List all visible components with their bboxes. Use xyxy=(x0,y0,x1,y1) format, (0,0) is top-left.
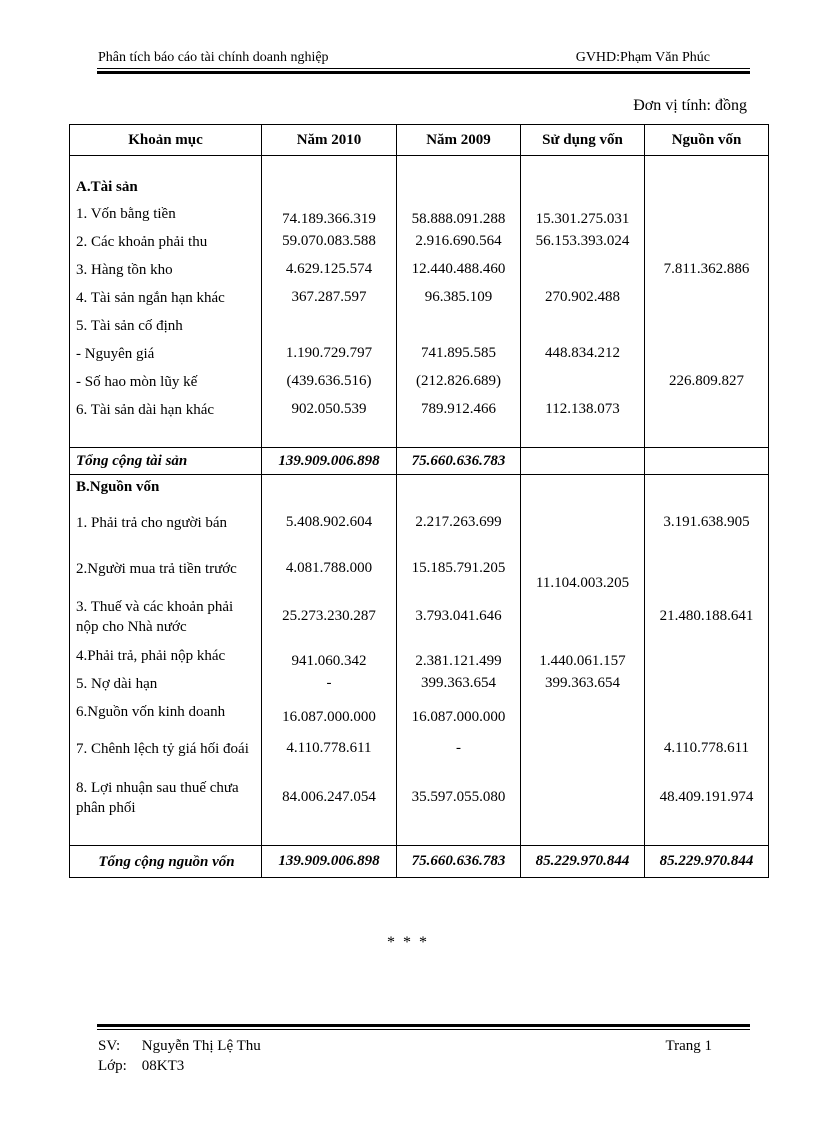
page-number: Trang 1 xyxy=(665,1038,712,1054)
cell-2009: 96.385.109 xyxy=(397,284,521,312)
total-sources-source: 85.229.970.844 xyxy=(645,846,769,878)
header-title: Phân tích báo cáo tài chính doanh nghiệp xyxy=(98,50,329,65)
row-label: 5. Nợ dài hạn xyxy=(70,670,262,698)
table-row xyxy=(70,642,769,670)
cell-source xyxy=(645,312,769,340)
cell-source xyxy=(645,200,769,228)
table-header-row xyxy=(70,125,769,156)
row-label: 5. Tài sản cố định xyxy=(70,312,262,340)
cell-source: 226.809.827 xyxy=(645,368,769,396)
section-row xyxy=(70,174,769,200)
header-rule-thick xyxy=(97,71,750,74)
table-row xyxy=(70,698,769,726)
cell-2009: 789.912.466 xyxy=(397,396,521,424)
cell-source xyxy=(645,284,769,312)
cell-use xyxy=(521,312,645,340)
table-row xyxy=(70,340,769,368)
row-label: 7. Chênh lệch tỷ giá hối đoái xyxy=(70,726,262,772)
cell-use xyxy=(521,698,645,726)
cell-source: 21.480.188.641 xyxy=(645,592,769,642)
cell-2010: 25.273.230.287 xyxy=(262,592,397,642)
table-row xyxy=(70,200,769,228)
row-label: 1. Vốn bằng tiền xyxy=(70,200,262,228)
cell-source: 3.191.638.905 xyxy=(645,500,769,546)
cell-2009: 2.916.690.564 xyxy=(397,228,521,256)
section-assets-label: A.Tài sản xyxy=(70,174,262,200)
table-row xyxy=(70,368,769,396)
row-label: 3. Hàng tồn kho xyxy=(70,256,262,284)
student-label: SV: xyxy=(98,1038,121,1054)
cell-use xyxy=(521,726,645,772)
cell-use xyxy=(521,592,645,642)
cell-2010 xyxy=(262,312,397,340)
cell-use xyxy=(521,368,645,396)
table-row xyxy=(70,396,769,424)
cell-source xyxy=(645,340,769,368)
table-row xyxy=(70,670,769,698)
total-assets-2010: 139.909.006.898 xyxy=(262,448,397,475)
row-label: - Nguyên giá xyxy=(70,340,262,368)
unit-label: Đơn vị tính: đồng xyxy=(633,97,747,114)
total-sources-label: Tổng cộng nguồn vốn xyxy=(70,846,262,878)
page-footer xyxy=(98,1036,718,1076)
footer-rule-thin xyxy=(97,1029,750,1030)
table-row xyxy=(70,228,769,256)
row-label: 2. Các khoản phải thu xyxy=(70,228,262,256)
cell-2009: - xyxy=(397,726,521,772)
cell-2009: 741.895.585 xyxy=(397,340,521,368)
table-row xyxy=(70,500,769,546)
cell-2009: 16.087.000.000 xyxy=(397,698,521,726)
total-assets-row xyxy=(70,448,769,475)
col-header-item: Khoản mục xyxy=(70,125,262,156)
total-assets-label: Tổng cộng tài sản xyxy=(70,448,262,475)
section-row xyxy=(70,475,769,500)
page-header xyxy=(98,50,750,70)
class-label: Lớp: xyxy=(98,1058,127,1074)
cell-2010: 941.060.342 xyxy=(262,642,397,670)
cell-2009: (212.826.689) xyxy=(397,368,521,396)
student-name: Nguyễn Thị Lệ Thu xyxy=(141,1038,261,1054)
cell-use: 112.138.073 xyxy=(521,396,645,424)
cell-use: 448.834.212 xyxy=(521,340,645,368)
row-label: 4. Tài sản ngắn hạn khác xyxy=(70,284,262,312)
class-name: 08KT3 xyxy=(141,1058,185,1074)
cell-use: 399.363.654 xyxy=(521,670,645,698)
row-label: 6. Tài sản dài hạn khác xyxy=(70,396,262,424)
cell-use xyxy=(521,500,645,546)
cell-use: 15.301.275.031 xyxy=(521,200,645,228)
cell-source: 4.110.778.611 xyxy=(645,726,769,772)
footer-rule-thick xyxy=(97,1024,750,1027)
cell-2010: - xyxy=(262,670,397,698)
table-row xyxy=(70,312,769,340)
cell-source xyxy=(645,670,769,698)
col-header-2010: Năm 2010 xyxy=(262,125,397,156)
cell-2010: 367.287.597 xyxy=(262,284,397,312)
row-label: 1. Phải trả cho người bán xyxy=(70,500,262,546)
cell-2009 xyxy=(397,312,521,340)
row-label: 4.Phải trả, phải nộp khác xyxy=(70,642,262,670)
cell-2009: 58.888.091.288 xyxy=(397,200,521,228)
cell-use: 1.440.061.157 xyxy=(521,642,645,670)
cell-source: 48.409.191.974 xyxy=(645,772,769,824)
col-header-source: Nguồn vốn xyxy=(645,125,769,156)
footer-student-row xyxy=(98,1036,718,1056)
cell-source xyxy=(645,546,769,592)
total-sources-row xyxy=(70,846,769,878)
table-row xyxy=(70,592,769,642)
funds-table xyxy=(69,124,769,878)
cell-2009: 3.793.041.646 xyxy=(397,592,521,642)
cell-2009: 15.185.791.205 xyxy=(397,546,521,592)
cell-2009: 2.217.263.699 xyxy=(397,500,521,546)
total-assets-2009: 75.660.636.783 xyxy=(397,448,521,475)
cell-2010: 1.190.729.797 xyxy=(262,340,397,368)
table-row xyxy=(70,284,769,312)
header-rule-thin xyxy=(97,68,750,69)
spacer-row xyxy=(70,824,769,846)
spacer-row xyxy=(70,156,769,174)
spacer-row xyxy=(70,424,769,448)
section-sources-label: B.Nguồn vốn xyxy=(70,475,262,500)
cell-2010: 4.110.778.611 xyxy=(262,726,397,772)
row-label: 6.Nguồn vốn kinh doanh xyxy=(70,698,262,726)
total-sources-2009: 75.660.636.783 xyxy=(397,846,521,878)
row-label: 2.Người mua trả tiền trước xyxy=(70,546,262,592)
table-row xyxy=(70,546,769,592)
cell-2010: (439.636.516) xyxy=(262,368,397,396)
footer-class-row xyxy=(98,1056,718,1076)
cell-2010: 74.189.366.319 xyxy=(262,200,397,228)
cell-source xyxy=(645,642,769,670)
separator-stars: * * * xyxy=(387,934,429,951)
cell-2010: 84.006.247.054 xyxy=(262,772,397,824)
cell-use: 11.104.003.205 xyxy=(521,546,645,592)
cell-2010: 4.081.788.000 xyxy=(262,546,397,592)
cell-2009: 35.597.055.080 xyxy=(397,772,521,824)
table-row xyxy=(70,772,769,824)
cell-2009: 12.440.488.460 xyxy=(397,256,521,284)
cell-2010: 16.087.000.000 xyxy=(262,698,397,726)
col-header-use: Sử dụng vốn xyxy=(521,125,645,156)
cell-source xyxy=(645,698,769,726)
total-sources-2010: 139.909.006.898 xyxy=(262,846,397,878)
cell-source: 7.811.362.886 xyxy=(645,256,769,284)
table-row xyxy=(70,256,769,284)
cell-2010: 902.050.539 xyxy=(262,396,397,424)
cell-use: 56.153.393.024 xyxy=(521,228,645,256)
cell-2010: 4.629.125.574 xyxy=(262,256,397,284)
cell-2009: 2.381.121.499 xyxy=(397,642,521,670)
cell-2009: 399.363.654 xyxy=(397,670,521,698)
total-sources-use: 85.229.970.844 xyxy=(521,846,645,878)
row-label: 8. Lợi nhuận sau thuế chưa phân phối xyxy=(70,772,262,824)
header-advisor: GVHD:Phạm Văn Phúc xyxy=(575,50,710,65)
row-label: 3. Thuế và các khoản phải nộp cho Nhà nước xyxy=(70,592,262,642)
col-header-2009: Năm 2009 xyxy=(397,125,521,156)
cell-use: 270.902.488 xyxy=(521,284,645,312)
cell-use xyxy=(521,772,645,824)
table-row xyxy=(70,726,769,772)
cell-source xyxy=(645,396,769,424)
row-label: - Số hao mòn lũy kế xyxy=(70,368,262,396)
cell-2010: 59.070.083.588 xyxy=(262,228,397,256)
cell-2010: 5.408.902.604 xyxy=(262,500,397,546)
cell-use xyxy=(521,256,645,284)
cell-source xyxy=(645,228,769,256)
